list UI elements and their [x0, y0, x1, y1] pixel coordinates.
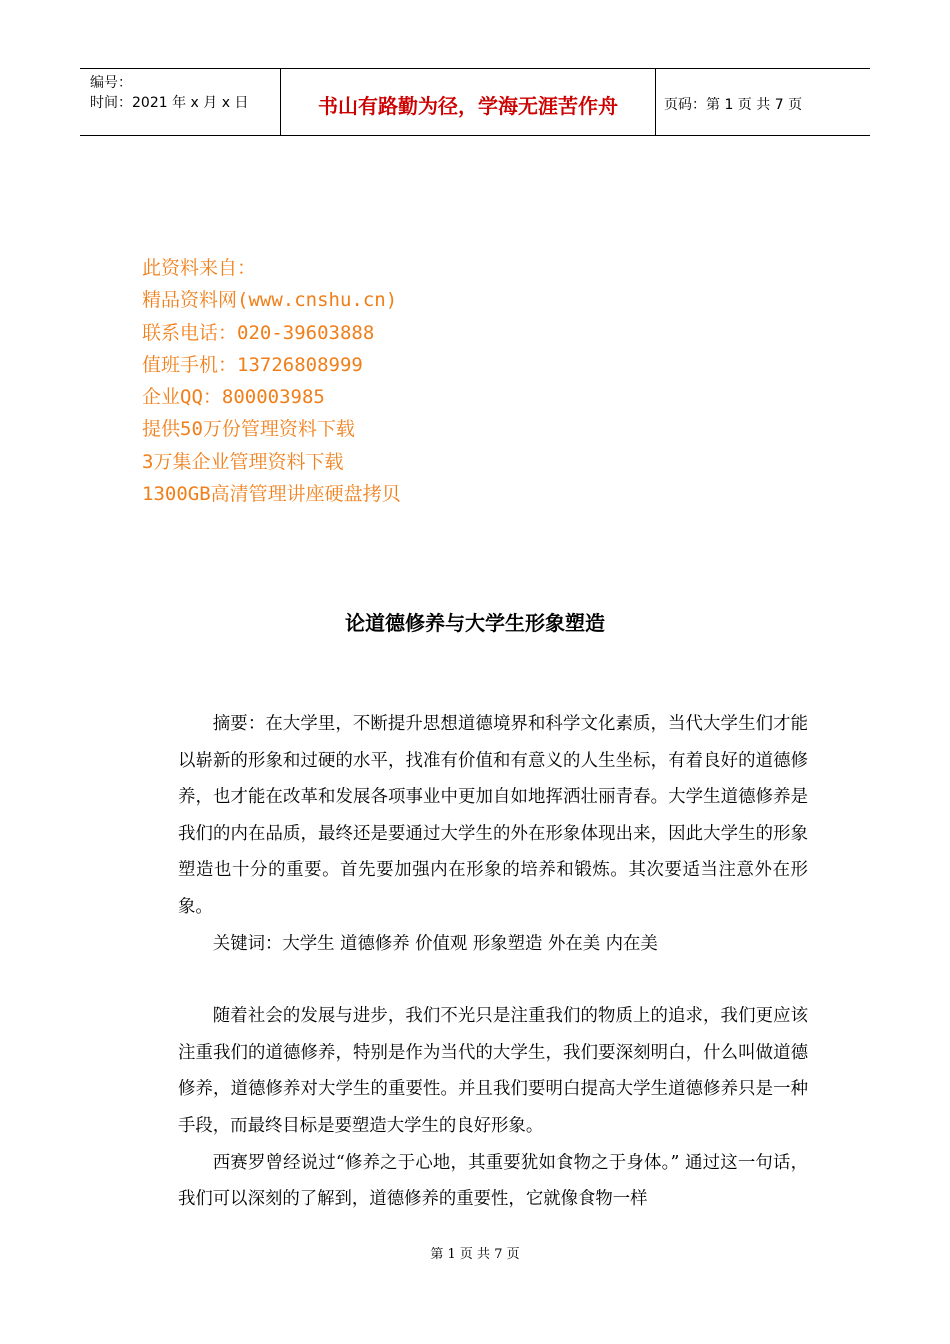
page-footer: 第 1 页 共 7 页	[430, 1247, 520, 1262]
keywords-paragraph: 关键词：大学生 道德修养 价值观 形象塑造 外在美 内在美	[212, 933, 658, 954]
header-left-cell	[80, 69, 281, 135]
time-label: 时间：2021 年 x 月 x 日	[90, 95, 249, 111]
source-line: 3万集企业管理资料下载	[142, 450, 344, 473]
body-paragraph-1: 随着社会的发展与进步，我们不光只是注重我们的物质上的追求，我们更应该注重我们的道德修养，特别是作为当代的大学生，我们要深刻明白，什么叫做道德修养，道德修养对大学生的重要性。并且我们要明白提高大学生道德修养只是一种手段，而最终目标是要塑造大学生的良好形象。	[178, 1006, 808, 1136]
number-label: 编号：	[90, 75, 132, 91]
abstract-paragraph: 摘要：在大学里，不断提升思想道德境界和科学文化素质，当代大学生们才能以崭新的形象和过硬的水平，找准有价值和有意义的人生坐标，有着良好的道德修养，也才能在改革和发展各项事业中更加自如地挥洒壮丽青春。大学生道德修养是我们的内在品质，最终还是要通过大学生的外在形象体现出来，因此大学生的形象塑造也十分的重要。首先要加强内在形象的培养和锻炼。其次要适当注意外在形象。	[178, 714, 808, 917]
source-line: 提供50万份管理资料下载	[142, 418, 355, 441]
body-paragraph-2: 西赛罗曾经说过“修养之于心地，其重要犹如食物之于身体。” 通过这一句话，我们可以深刻的了解到，道德修养的重要性，它就像食物一样	[178, 1152, 808, 1210]
source-line: 精品资料网(www.cnshu.cn)	[142, 289, 398, 312]
source-info-block	[142, 252, 401, 510]
header-motto: 书山有路勤为径，学海无涯苦作舟	[281, 69, 656, 135]
source-line: 联系电话：020-39603888	[142, 321, 375, 344]
header-table	[80, 68, 870, 136]
header-page-info: 页码：第 1 页 共 7 页	[664, 97, 803, 113]
source-line: 企业QQ：800003985	[142, 386, 325, 409]
source-line: 此资料来自：	[142, 257, 257, 279]
source-line: 1300GB高清管理讲座硬盘拷贝	[142, 483, 401, 506]
article-title: 论道德修养与大学生形象塑造	[345, 611, 605, 635]
source-line: 值班手机：13726808999	[142, 353, 363, 376]
paragraph-spacer	[178, 962, 808, 998]
article-body	[178, 706, 808, 1218]
